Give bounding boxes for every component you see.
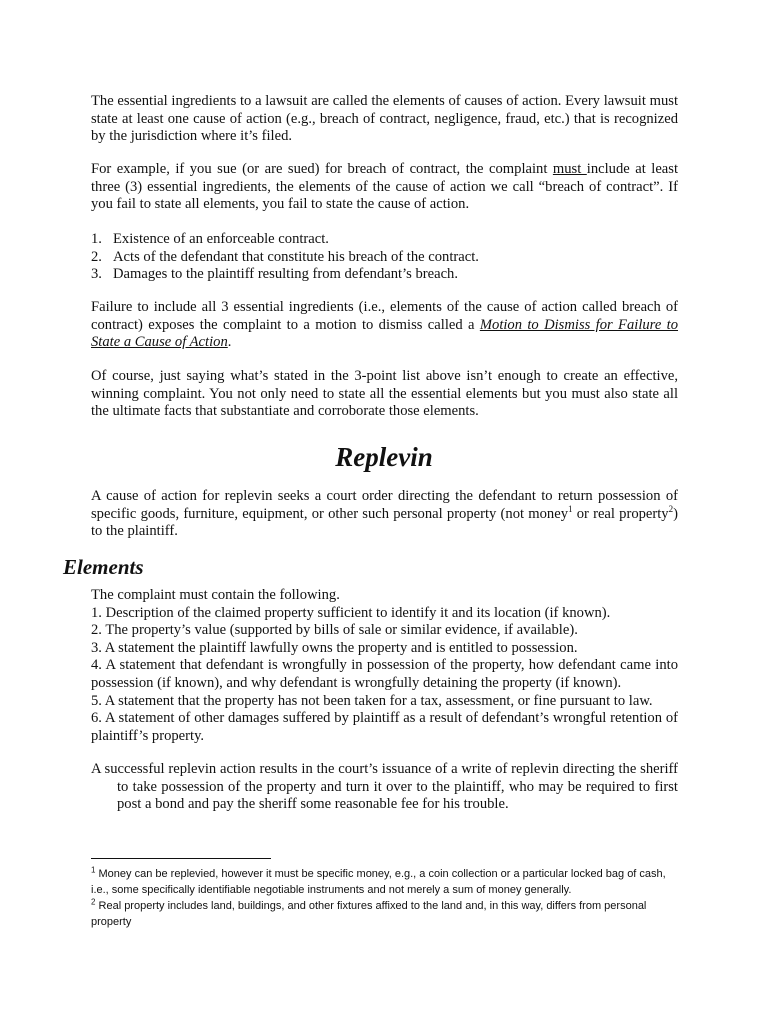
intro-paragraph-2-start: For example, if you sue (or are sued) for breach of contract, the complaint: [91, 161, 553, 177]
intro-paragraph-3-end: .: [227, 334, 232, 351]
element-item: 1. Description of the claimed property sufficient to identify it and its location (if known).: [91, 604, 611, 621]
list-item-number: 3.: [91, 266, 102, 283]
intro-paragraph-3: [91, 299, 678, 352]
footnote-text: Real property includes land, buildings, and other fixtures affixed to the land and, in this way, differs from personal property: [91, 900, 647, 928]
replevin-definition-start: A cause of action for replevin seeks a court order directing the defendant to return possession of specific goods, furniture, equipment, or other such personal property (not money: [91, 488, 678, 522]
list-item-number: 1.: [91, 231, 102, 247]
elements-intro: The complaint must contain the following.: [91, 587, 340, 603]
elements-list: [91, 587, 678, 745]
footnote-separator: [91, 858, 271, 859]
intro-paragraph-2: [91, 161, 678, 214]
element-item: 2. The property’s value (supported by bills of sale or similar evidence, if available).: [91, 622, 578, 639]
footnote-1: [91, 866, 678, 898]
footnote-number: 1: [91, 865, 96, 875]
footnote-ref-2[interactable]: 2: [668, 503, 674, 514]
list-item: [91, 266, 678, 284]
list-item-text: Existence of an enforceable contract.: [113, 231, 329, 247]
intro-paragraph-3-start: Failure to include all 3 essential ingredients (i.e., elements of the cause of action called breach of contract) exposes the complaint to a motion to dismiss called a: [91, 299, 678, 333]
footnote-2: [91, 898, 678, 930]
intro-paragraph-1: The essential ingredients to a lawsuit are called the elements of causes of action. Every lawsuit must state at least one cause of action (e.g., breach of contract, negligence, fraud, etc.) that is recognized by the jurisdiction where it’s filed.: [91, 93, 678, 145]
replevin-definition-end: ) to the plaintiff.: [91, 505, 678, 540]
element-item: 6. A statement of other damages suffered by plaintiff as a result of defendant’s wrongful retention of plaintiff’s property.: [91, 710, 678, 744]
emphasis-must: must: [552, 161, 587, 177]
list-item: [91, 231, 678, 249]
replevin-definition: [91, 488, 678, 541]
replevin-closing-paragraph: A successful replevin action results in the court’s issuance of a write of replevin directing the sheriff to take possession of the property and turn it over to the plaintiff, who may be required to first post a bond and pay the sheriff some reasonable fee for his trouble.: [91, 761, 678, 813]
footnote-number: 2: [91, 897, 96, 907]
intro-paragraph-4: Of course, just saying what’s stated in the 3-point list above isn’t enough to create an effective, winning complaint. You not only need to state all the essential elements but you must also state all the ultimate facts that substantiate and corroborate those elements.: [91, 368, 678, 420]
replevin-definition-middle: or real property: [572, 505, 669, 522]
replevin-heading: Replevin: [335, 442, 433, 472]
intro-paragraph-2-end: include at least three (3) essential ingredients, the elements of the cause of action we call “breach of contract”. If you fail to state all elements, you fail to state the cause of action.: [91, 161, 679, 213]
element-item: 5. A statement that the property has not been taken for a tax, assessment, or fine pursuant to law.: [91, 692, 653, 709]
list-item: [91, 249, 678, 267]
footnote-ref-1[interactable]: 1: [568, 503, 573, 514]
breach-elements-list: [91, 231, 678, 284]
footnote-text: Money can be replevied, however it must be specific money, e.g., a coin collection or a particular locked bag of cash, i.e., some specifically identifiable negotiable instruments and not merely a sum of money generally.: [91, 868, 666, 896]
motion-to-dismiss-link[interactable]: Motion to Dismiss for Failure to State a Cause of Action: [91, 316, 679, 351]
list-item-number: 2.: [91, 248, 102, 265]
elements-heading: Elements: [63, 555, 144, 579]
element-item: 4. A statement that defendant is wrongfully in possession of the property, how defendant came into possession (if known), and why defendant is wrongfully detaining the property (if known).: [91, 657, 678, 691]
list-item-text: Acts of the defendant that constitute his breach of the contract.: [113, 248, 479, 265]
list-item-text: Damages to the plaintiff resulting from defendant’s breach.: [113, 266, 459, 283]
element-item: 3. A statement the plaintiff lawfully owns the property and is entitled to possession.: [91, 639, 578, 656]
